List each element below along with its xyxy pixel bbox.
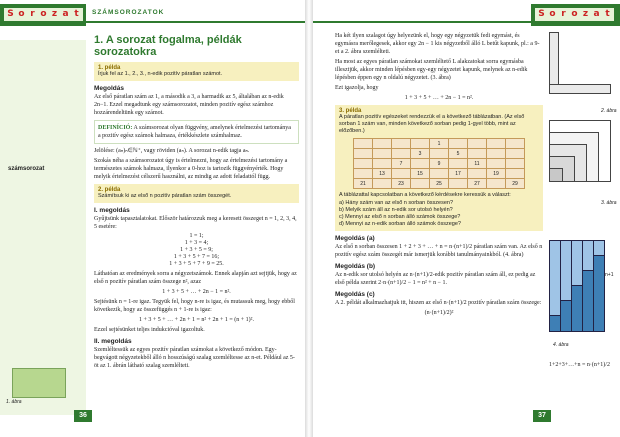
table-cell: 9 xyxy=(430,159,449,169)
logo-letter: t xyxy=(70,8,83,21)
logo-letter: o xyxy=(568,8,581,21)
table-cell: 25 xyxy=(430,179,449,189)
figure-4-formula: 1+2+3+…+n = n·(n+1)/2 xyxy=(549,362,610,368)
table-cell xyxy=(373,159,392,169)
notation-text: Jelölése: (aₙ)ₙ∈ℕ⁺, vagy röviden (aₙ). A sorozat n-edik tagja aₙ. xyxy=(94,148,250,154)
solution-c-text: A 2. példát alkalmazhatjuk itt, hiszen az első n·(n+1)/2 pozitív páratlan szám összege: xyxy=(335,300,542,306)
paragraph: Ha két ilyen szalagot úgy helyezünk el, hogy egy négyzetük fedi egymást, és egymásra merőlegesek, akkor egy 2n − 1 kis négyzetből álló L betűt kapunk, pl.: a 9-et a 2. ábra szemlélteti. xyxy=(335,33,540,55)
table-cell: 21 xyxy=(354,179,373,189)
figure-3-nested-squares xyxy=(549,120,611,200)
equation-line: 1 + 3 = 4; xyxy=(184,240,209,246)
equation-line: 1 + 3 + 5 + 7 + 9 = 25. xyxy=(169,261,224,267)
figure-3-caption: 3. ábra xyxy=(601,200,617,206)
table-cell: 1 xyxy=(430,139,449,149)
table-cell xyxy=(354,169,373,179)
table-cell xyxy=(468,139,487,149)
table-cell xyxy=(506,149,525,159)
table-row xyxy=(354,169,525,179)
logo-letter: S xyxy=(4,8,17,21)
equation-line: 1 = 1; xyxy=(189,233,204,239)
equation-line: 1 + 3 + 5 + 7 = 16; xyxy=(173,254,220,260)
formula-1: 1 + 3 + 5 + … + 2n − 1 = n². xyxy=(162,289,231,295)
logo-letter: r xyxy=(557,8,570,21)
formula: 1 + 3 + 5 + … + 2n − 1 = n². xyxy=(404,95,474,101)
logo-letter: z xyxy=(48,8,61,21)
table-cell: 3 xyxy=(411,149,430,159)
logo-letter: o xyxy=(546,8,559,21)
logo-letter: o xyxy=(37,8,50,21)
left-page xyxy=(0,0,305,437)
method-1-heading: I. megoldás xyxy=(94,207,130,214)
example-text: A páratlan pozitív egészeket rendezzük el a következő táblázatban. (Az első sorban 1 szám van, minden következő sorban pedig 1-gyel több, mint az előzőben.) xyxy=(339,114,525,134)
section-title: 1. A sorozat fogalma, példák sorozatokra xyxy=(94,34,242,58)
method-1-text: Gyűjtsünk tapasztalatokat. Először határozzuk meg a keresett összeget n = 1, 2, 3, 4, 5 esetére: xyxy=(94,216,297,230)
question-list xyxy=(339,200,539,228)
logo-letter: S xyxy=(535,8,548,21)
table-cell xyxy=(506,159,525,169)
table-cell: 29 xyxy=(506,179,525,189)
table-cell xyxy=(430,169,449,179)
table-cell xyxy=(411,139,430,149)
figure-2-l-shape xyxy=(549,32,611,107)
example-2-box xyxy=(94,184,299,203)
method-2-heading: II. megoldás xyxy=(94,338,132,345)
table-cell xyxy=(487,139,506,149)
table-cell xyxy=(373,149,392,159)
right-page xyxy=(313,0,620,437)
table-cell xyxy=(392,149,411,159)
table-cell xyxy=(430,149,449,159)
table-row xyxy=(354,159,525,169)
method-2-text: Szemléltessük az egyes pozitív páratlan számokat a következő módon. Egy-begvágott négyzetekből álló n hosszúságú szalag szemléltesse az n-et. Például az 5-öt az 1. ábrán látható szalag szemlélteti. xyxy=(94,347,295,369)
page-number: 37 xyxy=(533,410,551,422)
definition-text: A számsorozat olyan függvény, amelynek értelmezési tartománya a pozitív egész számok halmaza, értékkészlete számhalmaz. xyxy=(98,125,291,139)
table-cell xyxy=(392,139,411,149)
table-cell: 19 xyxy=(487,169,506,179)
definition-label: DEFINÍCIÓ: xyxy=(98,125,133,131)
table-cell: 23 xyxy=(392,179,411,189)
book-gutter xyxy=(305,0,313,437)
table-cell xyxy=(487,179,506,189)
table-cell xyxy=(487,149,506,159)
table-cell xyxy=(449,159,468,169)
formula-2: 1 + 3 + 5 + … + 2n + 1 = n² + 2n + 1 = (n + 1)². xyxy=(139,317,254,323)
figure-4-staircase xyxy=(549,232,614,332)
question-item: d) Mennyi az n-edik sorban álló számok összege? xyxy=(339,221,461,227)
table-row xyxy=(354,139,525,149)
induction-text: Sejtésünk n = 1-re igaz. Tegyük fel, hogy n-re is igaz, és mutassuk meg, hogy ebből következik, hogy az összefüggés n + 1-re is igaz: xyxy=(94,299,295,313)
figure-4-side-label: n+1 xyxy=(605,272,614,278)
solution-a-heading: Megoldás (a) xyxy=(335,235,375,242)
equation-list xyxy=(94,233,299,268)
question-intro: A táblázattal kapcsolatban a következő kérdésekre keressük a választ: xyxy=(339,192,511,198)
table-cell xyxy=(506,169,525,179)
logo-letter: r xyxy=(26,8,39,21)
example-title: 1. példa xyxy=(98,65,121,71)
example-3-box xyxy=(335,105,543,231)
table-cell xyxy=(373,179,392,189)
table-cell xyxy=(354,159,373,169)
table-cell xyxy=(373,139,392,149)
header-logo-band xyxy=(531,4,620,26)
solution-b-text: Az n-edik sor utolsó helyén az n·(n+1)/2-edik pozitív páratlan szám áll, ez pedig az első példa szerint 2·n·(n+1)/2 − 1 = n² + n − 1. xyxy=(335,272,536,286)
question-item: c) Mennyi az első n sorban álló számok összege? xyxy=(339,214,461,220)
example-title: 3. példa xyxy=(339,108,362,114)
table-cell xyxy=(392,169,411,179)
table-cell xyxy=(506,139,525,149)
example-1-box xyxy=(94,62,299,81)
figure-1-caption: 1. ábra xyxy=(6,399,22,405)
figure-1-strip xyxy=(12,368,66,398)
side-margin xyxy=(0,40,86,415)
table-cell xyxy=(487,159,506,169)
right-text-column xyxy=(335,26,543,319)
definition-box xyxy=(94,120,299,144)
table-cell xyxy=(449,139,468,149)
logo-letter: z xyxy=(579,8,592,21)
square-1 xyxy=(549,168,563,182)
conclusion-text: Ezzel sejtésünket teljes indukcióval igazoltuk. xyxy=(94,327,205,333)
header-rule xyxy=(313,21,531,23)
question-item: b) Melyik szám áll az n-edik sor utolsó helyén? xyxy=(339,207,453,213)
table-cell xyxy=(449,179,468,189)
figure-4-caption: 4. ábra xyxy=(553,342,569,348)
table-row xyxy=(354,149,525,159)
stair-bar xyxy=(593,255,605,332)
table-cell: 27 xyxy=(468,179,487,189)
table-row xyxy=(354,179,525,189)
remark-text: Szokás néha a számsorozatot úgy is értelmezni, hogy az értelmezési tartomány a természetes számok halmaza, ilyenkor a 0-hoz is tartozik függvényérték. Hogy melyik értelmezést célszerű használni, az mindig az adott feladattól függ. xyxy=(94,158,288,180)
example-text: Írjuk fel az 1., 2., 3., n-edik pozitív páratlan számot. xyxy=(98,71,223,77)
paragraph: Ezt igazolja, hogy xyxy=(335,85,379,91)
logo-letter: a xyxy=(590,8,603,21)
l-horizontal-strip xyxy=(549,84,611,94)
logo-letter: t xyxy=(601,8,614,21)
table-cell: 15 xyxy=(411,169,430,179)
page-number: 36 xyxy=(74,410,92,422)
solution-a-text: Az első n sorban összesen 1 + 2 + 3 + … + n = n·(n+1)/2 páratlan szám van. Az első n pozitív egész szám összegét már ismerjük korábbi tanulmányainkból. (4. ábra) xyxy=(335,244,543,258)
margin-keyword: számsorozat xyxy=(8,166,45,172)
odd-number-table xyxy=(353,138,525,189)
example-title: 2. példa xyxy=(98,187,121,193)
example-text: Számítsuk ki az első n pozitív páratlan szám összegét. xyxy=(98,193,232,199)
header-rule xyxy=(86,21,305,23)
table-cell: 11 xyxy=(468,159,487,169)
table-cell xyxy=(468,149,487,159)
table-cell: 13 xyxy=(373,169,392,179)
solution-c-heading: Megoldás (c) xyxy=(335,291,375,298)
table-cell xyxy=(354,149,373,159)
guess-text: Láthatóan az eredmények sorra a négyzetszámok. Ennek alapján azt sejtjük, hogy az első n pozitív páratlan szám összege n², azaz xyxy=(94,271,297,285)
table-cell: 5 xyxy=(449,149,468,159)
paragraph: Ha most az egyes páratlan számokat szemléltető L alakzatokat sorra egymásba illesztjük, akkor minden lépésben egy-egy négyzetet kapunk, melynek az n-edik lépésben éppen egy n oldalú négyzetet. (3. ábra) xyxy=(335,59,528,81)
solution-heading: Megoldás xyxy=(94,85,124,92)
solution-text: Az első páratlan szám az 1, a második a 3, a harmadik az 5, általában az n-edik 2n−1. Ezzel megadtunk egy számsorozatot, minden pozitív egész számhoz hozzárendeltünk egy számot. xyxy=(94,94,284,116)
table-cell: 17 xyxy=(449,169,468,179)
table-cell xyxy=(411,159,430,169)
figure-2-caption: 2. ábra xyxy=(601,108,617,114)
table-cell xyxy=(354,139,373,149)
left-text-column xyxy=(94,26,299,372)
solution-b-heading: Megoldás (b) xyxy=(335,263,376,270)
equation-line: 1 + 3 + 5 = 9; xyxy=(180,247,213,253)
logo-letter: a xyxy=(59,8,72,21)
question-item: a) Hány szám van az első n sorban összesen? xyxy=(339,200,454,206)
solution-c-formula: (n·(n+1)/2)² xyxy=(424,310,454,316)
table-cell xyxy=(468,169,487,179)
header-logo-band xyxy=(0,4,86,26)
running-head: SZÁMSOROZATOK xyxy=(92,9,165,16)
table-cell xyxy=(411,179,430,189)
logo-letter: o xyxy=(15,8,28,21)
table-cell: 7 xyxy=(392,159,411,169)
